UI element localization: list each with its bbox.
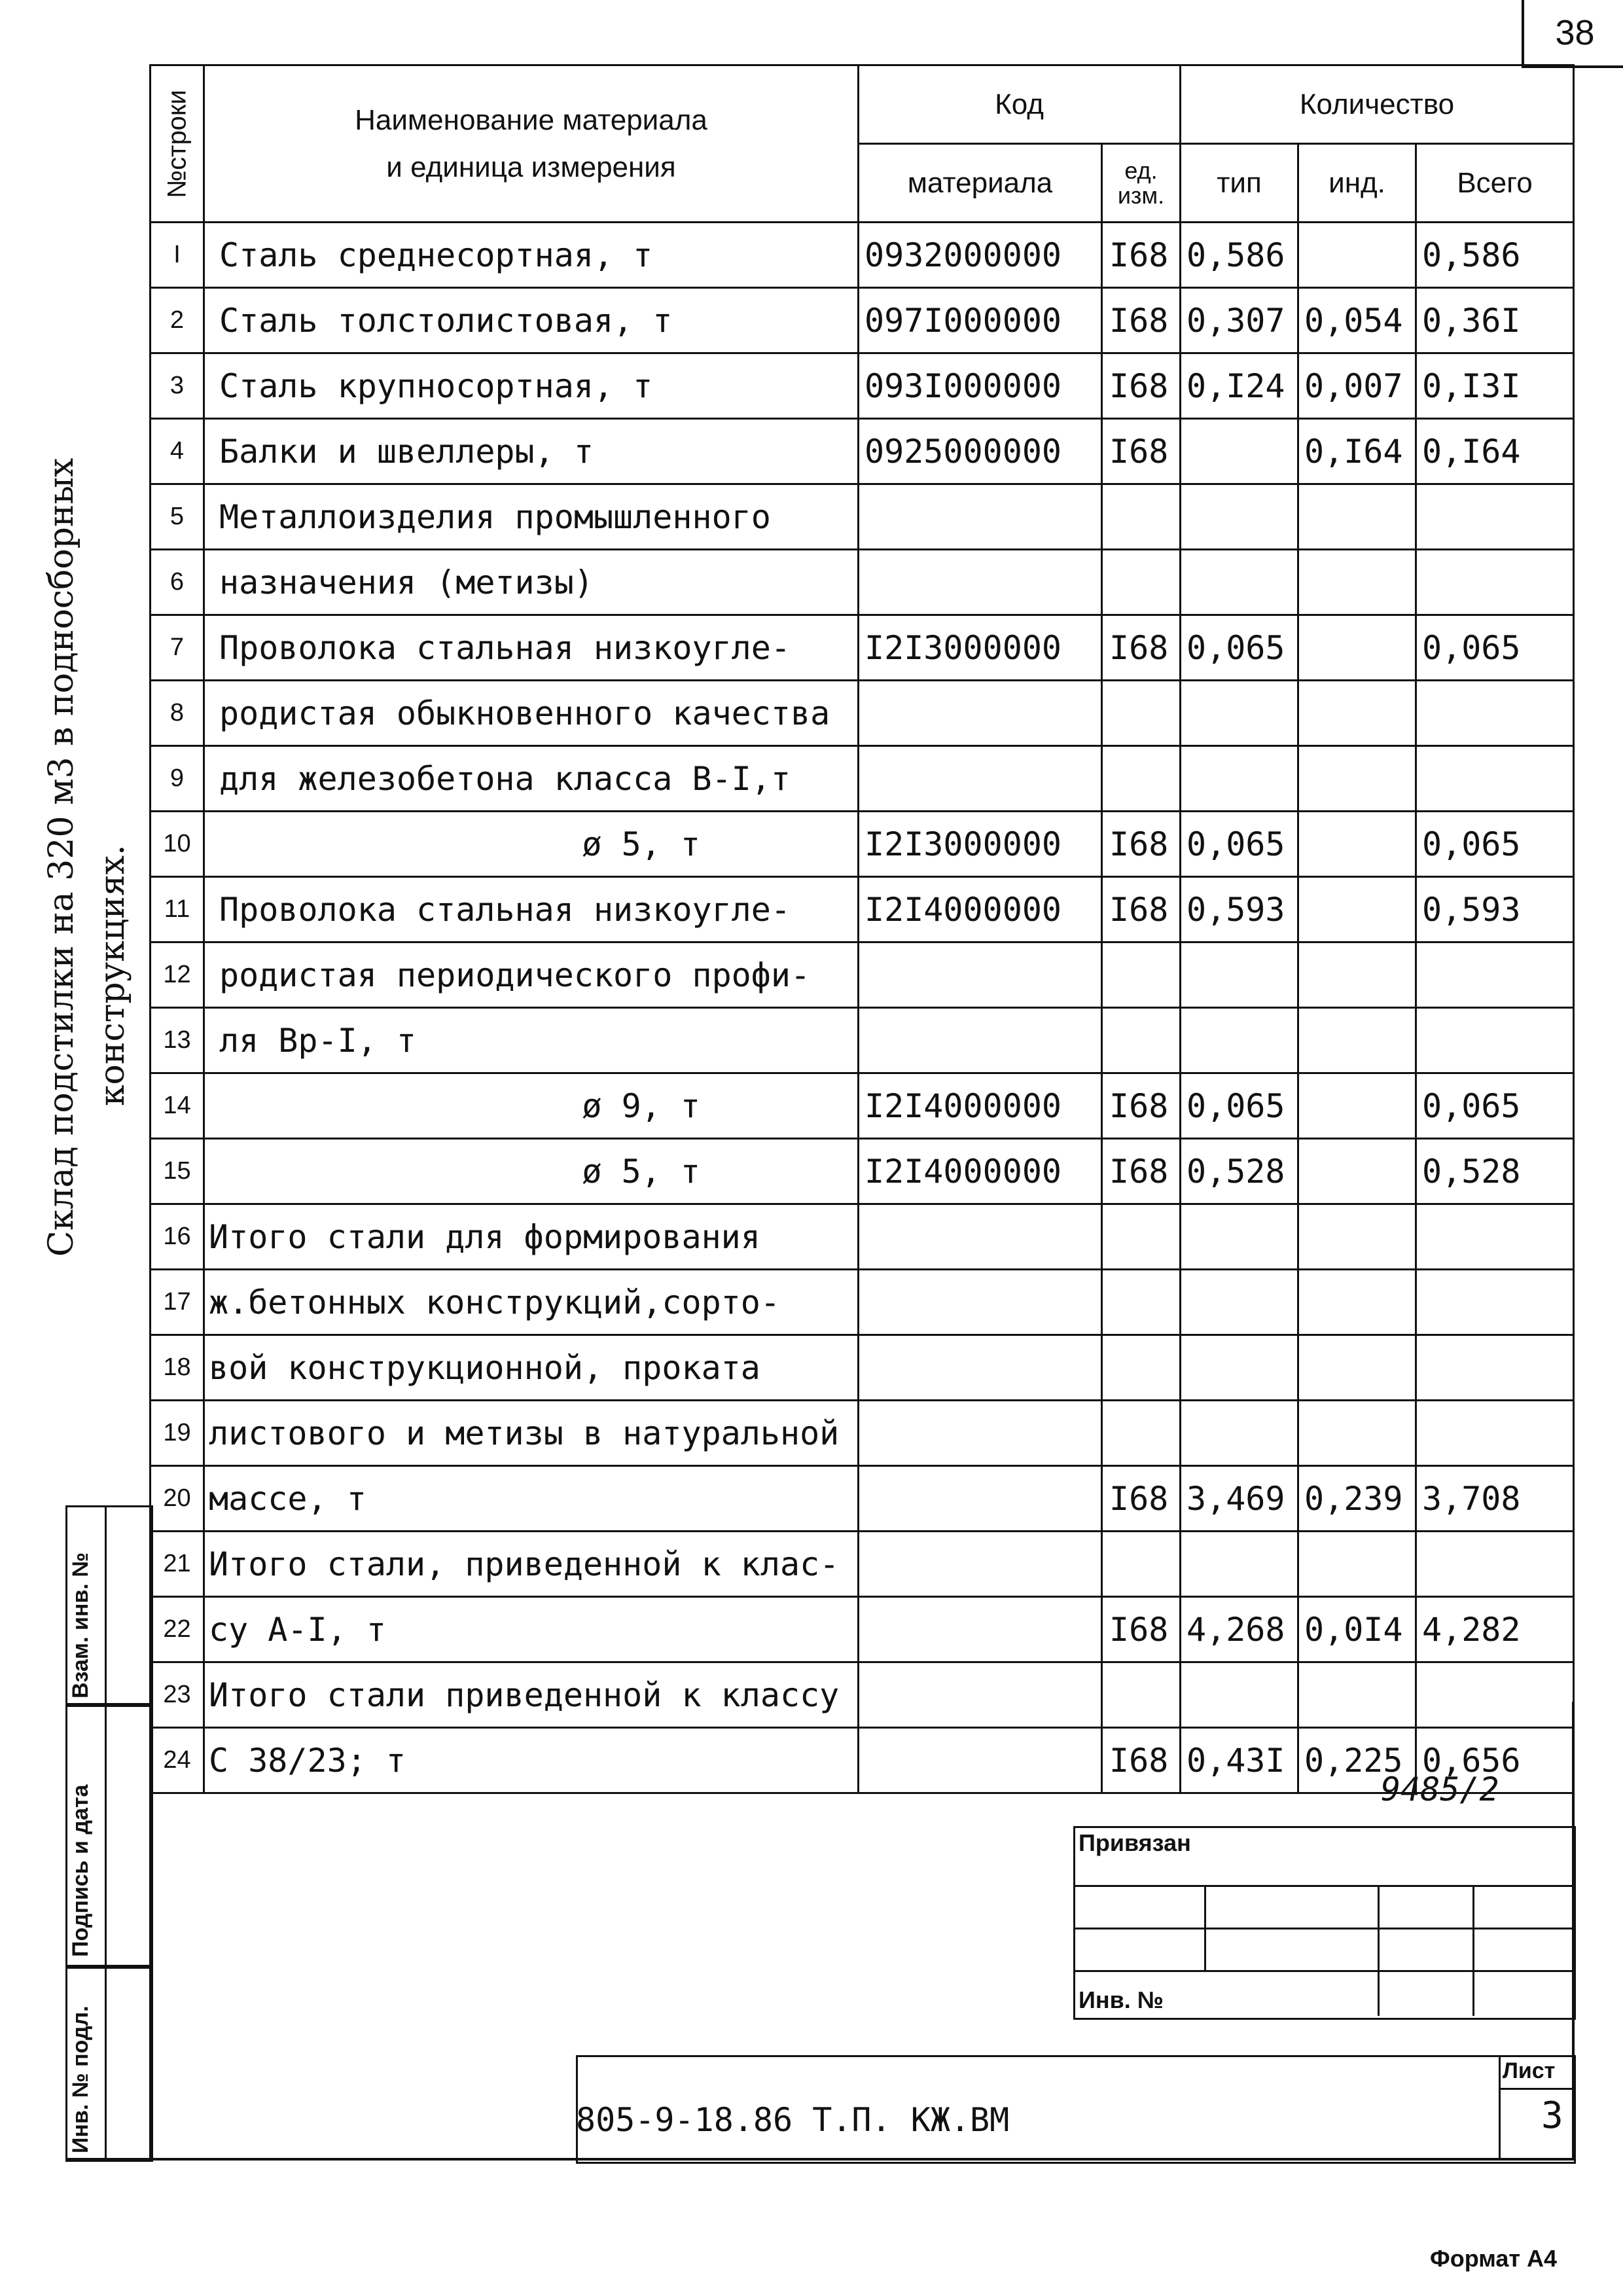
table-row: [151, 615, 1574, 681]
material-name-cell: ля Вр-I, т: [204, 1008, 859, 1073]
qty-total-cell: 4,282: [1416, 1597, 1574, 1662]
header-row-number: №строки: [151, 65, 204, 223]
material-name-cell: ø 5, т: [204, 1139, 859, 1204]
qty-type-cell: [1181, 419, 1298, 484]
header-qty-type: тип: [1181, 144, 1298, 223]
qty-total-cell: 0,36I: [1416, 288, 1574, 353]
frame-left-lower: [149, 1702, 152, 2160]
row-number-cell: 18: [151, 1335, 204, 1401]
unit-code-cell: [1102, 1204, 1181, 1270]
unit-code-cell: I68: [1102, 419, 1181, 484]
header-code-unit: [1102, 144, 1181, 223]
inv-no-label: Инв. №: [1079, 1986, 1164, 2013]
material-code-cell: I2I3000000: [859, 615, 1102, 681]
table-row: [151, 1139, 1574, 1204]
unit-code-cell: I68: [1102, 877, 1181, 942]
material-code-cell: [859, 1662, 1102, 1728]
qty-ind-cell: [1298, 1073, 1416, 1139]
stamp-vzam-label: Взам. инв. №: [68, 1552, 93, 1698]
table-row: [151, 1728, 1574, 1793]
stamp-podpis-label: Подпись и дата: [68, 1784, 93, 1957]
material-name-cell: назначения (метизы): [204, 550, 859, 615]
table-row: [151, 1466, 1574, 1532]
row-number-cell: 13: [151, 1008, 204, 1073]
page-number: 38: [1522, 0, 1623, 68]
qty-total-cell: 0,656: [1416, 1728, 1574, 1793]
table-row: [151, 746, 1574, 812]
row-number-cell: 19: [151, 1401, 204, 1466]
qty-total-cell: [1416, 484, 1574, 550]
qty-ind-cell: [1298, 484, 1416, 550]
material-name-cell: Сталь толстолистовая, т: [204, 288, 859, 353]
header-qty-ind: инд.: [1298, 144, 1416, 223]
header-code-unit-line2: изм.: [1117, 181, 1165, 209]
material-code-cell: I2I4000000: [859, 1139, 1102, 1204]
qty-ind-cell: [1298, 942, 1416, 1008]
qty-ind-cell: 0,225: [1298, 1728, 1416, 1793]
table-row: [151, 942, 1574, 1008]
material-code-cell: [859, 1597, 1102, 1662]
qty-total-cell: [1416, 1008, 1574, 1073]
qty-ind-cell: [1298, 812, 1416, 877]
material-code-cell: 093I000000: [859, 353, 1102, 419]
qty-type-cell: [1181, 1204, 1298, 1270]
material-code-cell: [859, 1728, 1102, 1793]
table-row: [151, 550, 1574, 615]
row-number-cell: 20: [151, 1466, 204, 1532]
material-code-cell: [859, 1008, 1102, 1073]
unit-code-cell: I68: [1102, 288, 1181, 353]
row-number-cell: 8: [151, 681, 204, 746]
qty-type-cell: 0,307: [1181, 288, 1298, 353]
qty-type-cell: [1181, 1335, 1298, 1401]
row-number-cell: I: [151, 223, 204, 288]
sheet-number: 3: [1541, 2094, 1563, 2137]
table-row: [151, 288, 1574, 353]
row-number-cell: 22: [151, 1597, 204, 1662]
privyazan-vline-3: [1472, 1885, 1474, 2016]
row-number-cell: 9: [151, 746, 204, 812]
side-caption: [36, 406, 138, 1257]
row-number-cell: 23: [151, 1662, 204, 1728]
qty-type-cell: 3,469: [1181, 1466, 1298, 1532]
table-row: [151, 223, 1574, 288]
qty-type-cell: 0,43I: [1181, 1728, 1298, 1793]
material-name-cell: массе, т: [204, 1466, 859, 1532]
header-name-line1: Наименование материала: [355, 103, 707, 136]
material-code-cell: 0925000000: [859, 419, 1102, 484]
qty-ind-cell: [1298, 1335, 1416, 1401]
table-row: [151, 419, 1574, 484]
material-code-cell: 097I000000: [859, 288, 1102, 353]
header-qty-total: Всего: [1416, 144, 1574, 223]
row-number-cell: 11: [151, 877, 204, 942]
material-name-cell: Проволока стальная низкоугле-: [204, 877, 859, 942]
material-code-cell: [859, 681, 1102, 746]
privyazan-hline-2: [1073, 1928, 1572, 1929]
row-number-cell: 5: [151, 484, 204, 550]
row-number-cell: 17: [151, 1270, 204, 1335]
qty-ind-cell: 0,054: [1298, 288, 1416, 353]
header-code-material: материала: [859, 144, 1102, 223]
qty-type-cell: [1181, 1532, 1298, 1597]
qty-ind-cell: [1298, 681, 1416, 746]
material-code-cell: [859, 1270, 1102, 1335]
qty-total-cell: 0,065: [1416, 615, 1574, 681]
unit-code-cell: I68: [1102, 1139, 1181, 1204]
material-name-cell: ж.бетонных конструкций,сорто-: [204, 1270, 859, 1335]
unit-code-cell: [1102, 1008, 1181, 1073]
unit-code-cell: [1102, 1401, 1181, 1466]
qty-total-cell: [1416, 942, 1574, 1008]
qty-ind-cell: [1298, 223, 1416, 288]
material-code-cell: 0932000000: [859, 223, 1102, 288]
material-name-cell: С 38/23; т: [204, 1728, 859, 1793]
unit-code-cell: [1102, 1662, 1181, 1728]
stamp-inv-podl-label: Инв. № подл.: [68, 2005, 93, 2153]
qty-ind-cell: 0,007: [1298, 353, 1416, 419]
qty-total-cell: [1416, 1532, 1574, 1597]
row-number-cell: 3: [151, 353, 204, 419]
table-row: [151, 812, 1574, 877]
sheet-label: Лист: [1503, 2058, 1556, 2083]
side-caption-line1: Склад подстилки на 320 м3 в подносборных: [42, 457, 81, 1257]
header-code-unit-line1: ед.: [1124, 156, 1158, 184]
qty-total-cell: 0,586: [1416, 223, 1574, 288]
qty-type-cell: [1181, 681, 1298, 746]
material-code-cell: [859, 746, 1102, 812]
privyazan-vline-1: [1204, 1885, 1206, 1970]
table-row: [151, 877, 1574, 942]
qty-type-cell: 0,065: [1181, 615, 1298, 681]
qty-total-cell: [1416, 1335, 1574, 1401]
privyazan-hline-3: [1073, 1970, 1572, 1972]
material-code-cell: [859, 1335, 1102, 1401]
table-row: [151, 1335, 1574, 1401]
qty-ind-cell: [1298, 1401, 1416, 1466]
material-name-cell: Сталь среднесортная, т: [204, 223, 859, 288]
qty-ind-cell: 0,239: [1298, 1466, 1416, 1532]
inventory-stamp: 9485/2: [1381, 1770, 1499, 1808]
unit-code-cell: I68: [1102, 1728, 1181, 1793]
side-caption-line2: конструкциях.: [93, 844, 132, 1106]
table-body: [151, 223, 1574, 1793]
privyazan-vline-2: [1378, 1885, 1380, 2016]
qty-ind-cell: [1298, 1532, 1416, 1597]
qty-ind-cell: [1298, 615, 1416, 681]
qty-type-cell: 0,I24: [1181, 353, 1298, 419]
row-number-cell: 16: [151, 1204, 204, 1270]
document-code: 805-9-18.86 Т.П. КЖ.ВМ: [576, 2101, 1010, 2139]
material-name-cell: Сталь крупносортная, т: [204, 353, 859, 419]
row-number-cell: 2: [151, 288, 204, 353]
qty-total-cell: 0,I64: [1416, 419, 1574, 484]
privyazan-hline-1: [1073, 1885, 1572, 1887]
unit-code-cell: I68: [1102, 223, 1181, 288]
material-code-cell: I2I3000000: [859, 812, 1102, 877]
qty-total-cell: 0,I3I: [1416, 353, 1574, 419]
unit-code-cell: [1102, 681, 1181, 746]
table-row: [151, 1073, 1574, 1139]
qty-total-cell: [1416, 550, 1574, 615]
qty-ind-cell: [1298, 1139, 1416, 1204]
unit-code-cell: [1102, 746, 1181, 812]
unit-code-cell: I68: [1102, 812, 1181, 877]
qty-ind-cell: [1298, 877, 1416, 942]
qty-type-cell: 0,528: [1181, 1139, 1298, 1204]
material-name-cell: Итого стали приведенной к классу: [204, 1662, 859, 1728]
unit-code-cell: [1102, 550, 1181, 615]
qty-total-cell: [1416, 1401, 1574, 1466]
privyazan-label: Привязан: [1079, 1829, 1191, 1856]
qty-type-cell: 0,065: [1181, 1073, 1298, 1139]
material-name-cell: ø 9, т: [204, 1073, 859, 1139]
material-name-cell: для железобетона класса В-I,т: [204, 746, 859, 812]
sheet-cell-hline: [1499, 2088, 1572, 2090]
unit-code-cell: I68: [1102, 615, 1181, 681]
qty-type-cell: [1181, 942, 1298, 1008]
header-quantity-group: Количество: [1181, 65, 1574, 144]
table-row: [151, 1270, 1574, 1335]
table-row: [151, 353, 1574, 419]
format-label: Формат А4: [1430, 2245, 1558, 2272]
qty-total-cell: [1416, 746, 1574, 812]
qty-type-cell: [1181, 1270, 1298, 1335]
row-number-cell: 12: [151, 942, 204, 1008]
header-name: [204, 65, 859, 223]
row-number-cell: 4: [151, 419, 204, 484]
table-row: [151, 1401, 1574, 1466]
unit-code-cell: [1102, 1532, 1181, 1597]
sheet-cell-divider: [1499, 2055, 1501, 2160]
unit-code-cell: I68: [1102, 1466, 1181, 1532]
qty-total-cell: 0,065: [1416, 812, 1574, 877]
material-code-cell: I2I4000000: [859, 1073, 1102, 1139]
material-name-cell: Проволока стальная низкоугле-: [204, 615, 859, 681]
row-number-cell: 24: [151, 1728, 204, 1793]
qty-type-cell: [1181, 746, 1298, 812]
qty-ind-cell: [1298, 1270, 1416, 1335]
qty-total-cell: [1416, 1662, 1574, 1728]
qty-ind-cell: [1298, 550, 1416, 615]
material-code-cell: I2I4000000: [859, 877, 1102, 942]
qty-ind-cell: [1298, 1662, 1416, 1728]
unit-code-cell: I68: [1102, 353, 1181, 419]
material-name-cell: Балки и швеллеры, т: [204, 419, 859, 484]
qty-type-cell: 0,586: [1181, 223, 1298, 288]
material-code-cell: [859, 1401, 1102, 1466]
row-number-cell: 10: [151, 812, 204, 877]
qty-type-cell: [1181, 1008, 1298, 1073]
qty-total-cell: [1416, 681, 1574, 746]
material-code-cell: [859, 1466, 1102, 1532]
qty-total-cell: 3,708: [1416, 1466, 1574, 1532]
qty-ind-cell: [1298, 1204, 1416, 1270]
qty-type-cell: [1181, 550, 1298, 615]
table-row: [151, 1008, 1574, 1073]
qty-total-cell: [1416, 1270, 1574, 1335]
qty-total-cell: 0,593: [1416, 877, 1574, 942]
qty-type-cell: 4,268: [1181, 1597, 1298, 1662]
row-number-cell: 7: [151, 615, 204, 681]
unit-code-cell: [1102, 1270, 1181, 1335]
header-code-group: Код: [859, 65, 1181, 144]
row-number-cell: 21: [151, 1532, 204, 1597]
unit-code-cell: I68: [1102, 1073, 1181, 1139]
qty-ind-cell: [1298, 1008, 1416, 1073]
material-name-cell: вой конструкционной, проката: [204, 1335, 859, 1401]
qty-type-cell: 0,065: [1181, 812, 1298, 877]
material-code-cell: [859, 1204, 1102, 1270]
unit-code-cell: [1102, 1335, 1181, 1401]
header-name-line2: и единица измерения: [386, 151, 676, 183]
material-name-cell: родистая обыкновенного качества: [204, 681, 859, 746]
row-number-cell: 14: [151, 1073, 204, 1139]
qty-type-cell: [1181, 1662, 1298, 1728]
material-code-cell: [859, 550, 1102, 615]
qty-total-cell: 0,528: [1416, 1139, 1574, 1204]
material-name-cell: су А-I, т: [204, 1597, 859, 1662]
unit-code-cell: I68: [1102, 1597, 1181, 1662]
qty-ind-cell: 0,I64: [1298, 419, 1416, 484]
qty-ind-cell: 0,0I4: [1298, 1597, 1416, 1662]
stamp-divider: [105, 1505, 107, 2158]
qty-type-cell: [1181, 484, 1298, 550]
material-code-cell: [859, 484, 1102, 550]
unit-code-cell: [1102, 484, 1181, 550]
material-code-cell: [859, 1532, 1102, 1597]
material-code-cell: [859, 942, 1102, 1008]
material-name-cell: листового и метизы в натуральной: [204, 1401, 859, 1466]
row-number-cell: 15: [151, 1139, 204, 1204]
material-name-cell: родистая периодического профи-: [204, 942, 859, 1008]
row-number-cell: 6: [151, 550, 204, 615]
material-name-cell: ø 5, т: [204, 812, 859, 877]
qty-total-cell: [1416, 1204, 1574, 1270]
material-name-cell: Итого стали для формирования: [204, 1204, 859, 1270]
material-name-cell: Металлоизделия промышленного: [204, 484, 859, 550]
table-row: [151, 1662, 1574, 1728]
materials-table: [149, 64, 1575, 1794]
qty-type-cell: 0,593: [1181, 877, 1298, 942]
table-row: [151, 1532, 1574, 1597]
table-row: [151, 681, 1574, 746]
qty-ind-cell: [1298, 746, 1416, 812]
table-row: [151, 1597, 1574, 1662]
table-row: [151, 484, 1574, 550]
qty-type-cell: [1181, 1401, 1298, 1466]
material-name-cell: Итого стали, приведенной к клас-: [204, 1532, 859, 1597]
table-row: [151, 1204, 1574, 1270]
unit-code-cell: [1102, 942, 1181, 1008]
qty-total-cell: 0,065: [1416, 1073, 1574, 1139]
